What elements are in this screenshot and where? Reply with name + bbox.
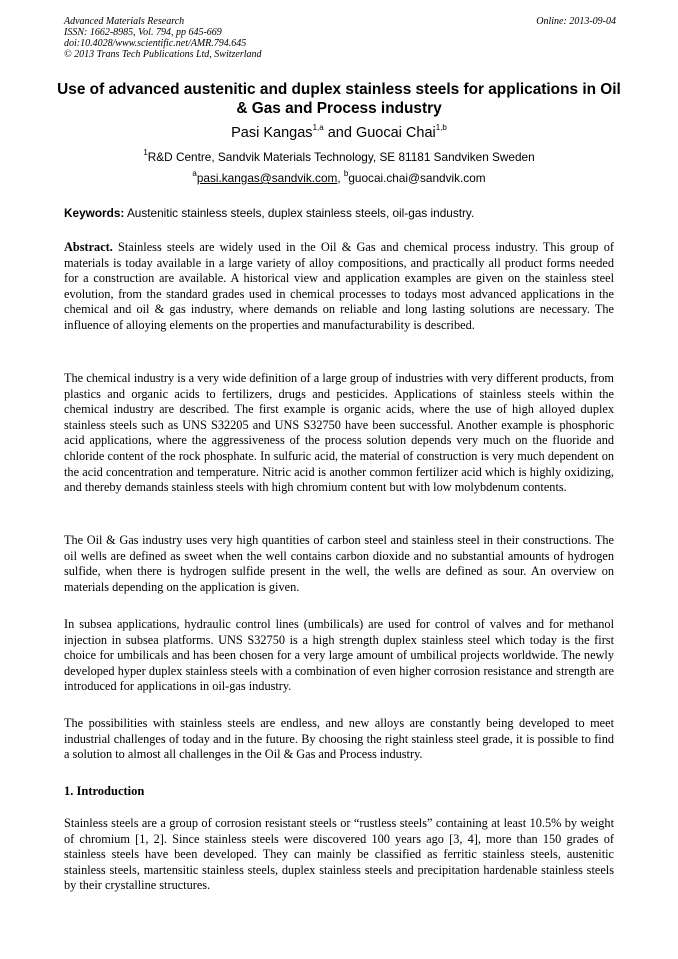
online-date: Online: 2013-09-04 — [536, 16, 616, 27]
email-b-sup: b — [343, 169, 349, 179]
email-a-link[interactable]: pasi.kangas@sandvik.com — [196, 171, 338, 185]
keywords-text: Austenitic stainless steels, duplex stainless steels, oil-gas industry. — [124, 206, 475, 220]
email-a-sup: a — [192, 169, 197, 179]
author-line — [52, 124, 626, 142]
affiliation-text: R&D Centre, Sandvik Materials Technology, SE 81181 Sandviken Sweden — [147, 150, 535, 164]
chemical-industry-paragraph: The chemical industry is a very wide definition of a large group of industries with very different products, from plastics and organic acids to fertilizers, drugs and pesticides. Applications of stainless steels within the chemical industry are described. The first example is organic acids, where the use of high alloyed duplex stainless steels such as UNS S32205 and UNS S32750 have been successful. Another example is phosphoric acid applications, where the aggressiveness of the process solution depends very much on the fluoride and chloride content of the rock phosphate. In sulfuric acid, the material of construction is very much dependent on the acid concentration and temperature. Nitric acid is another common fertilizer acid which is highly oxidizing, and thereby demands stainless steels with high chromium content but with low molybdenum contents. — [64, 371, 614, 495]
abstract-label: Abstract. — [64, 240, 113, 254]
copyright-line: © 2013 Trans Tech Publications Ltd, Switzerland — [64, 49, 262, 60]
keywords-label: Keywords: — [64, 206, 125, 220]
email-b[interactable]: guocai.chai@sandvik.com — [348, 171, 486, 185]
email-line — [52, 171, 626, 186]
author-2-sup: 1,b — [435, 123, 447, 133]
abstract-text: Stainless steels are widely used in the Oil & Gas and chemical process industry. This group of materials is today available in a large variety of alloy compositions, and practically all product forms needed for a construction are available. A historical view and application examples are given on the stainless steel evolution, from the standard grades used in chemical processes to todays most advanced applications in the chemical and oil & gas industry, where demands on reliable and long lasting solutions are necessary. The influence of alloying elements on the properties and manufacturability is described. — [64, 240, 614, 332]
author-conjunction: and — [323, 125, 356, 141]
abstract-paragraph — [64, 240, 614, 334]
keywords — [64, 206, 616, 221]
author-1-sup: 1,a — [312, 123, 324, 133]
author-2: Guocai Chai — [355, 125, 436, 141]
author-1: Pasi Kangas — [231, 125, 313, 141]
email-separator: , — [337, 171, 344, 185]
oil-gas-paragraph: The Oil & Gas industry uses very high quantities of carbon steel and stainless steel in their constructions. The oil wells are defined as sweet when the well contains carbon dioxide and no substantial amounts of hydrogen sulfide, when there is hydrogen sulfide present in the well, the wells are defined as sour. An overview on materials depending on the application is given. — [64, 533, 614, 594]
affiliation-sup: 1 — [143, 148, 148, 158]
doi-line[interactable]: doi:10.4028/www.scientific.net/AMR.794.645 — [64, 38, 247, 49]
paper-title: Use of advanced austenitic and duplex stainless steels for applications in Oil & Gas and Process industry — [57, 81, 621, 117]
section-heading-introduction: 1. Introduction — [64, 784, 145, 798]
issn-line: ISSN: 1662-8985, Vol. 794, pp 645-669 — [64, 27, 222, 38]
possibilities-paragraph: The possibilities with stainless steels are endless, and new alloys are constantly being developed to meet industrial challenges of today and in the future. By choosing the right stainless steel grade, it is possible to find a solution to almost all challenges in the Oil & Gas and Process industry. — [64, 716, 614, 762]
journal-name: Advanced Materials Research — [64, 16, 185, 27]
journal-header — [64, 16, 616, 60]
affiliation — [52, 150, 626, 165]
subsea-paragraph: In subsea applications, hydraulic control lines (umbilicals) are used for control of valves and for methanol injection in subsea platforms. UNS S32750 is a high strength duplex stainless steel which today is the first choice for umbilicals and has been chosen for a very large amount of umbilical projects worldwide. The newly developed hyper duplex stainless steels with a combination of even higher corrosion resistance and strength are introduced for applications in oil-gas industry. — [64, 617, 614, 694]
introduction-paragraph: Stainless steels are a group of corrosion resistant steels or “rustless steels” containing at least 10.5% by weight of chromium [1, 2]. Since stainless steels were discovered 100 years ago [3, 4], more than 150 grades of stainless steels have been developed. They can mainly be classified as ferritic stainless steels, austenitic stainless steels, martensitic stainless steels, duplex stainless steels and precipitation hardenable stainless steels by their crystalline structures. — [64, 816, 614, 893]
